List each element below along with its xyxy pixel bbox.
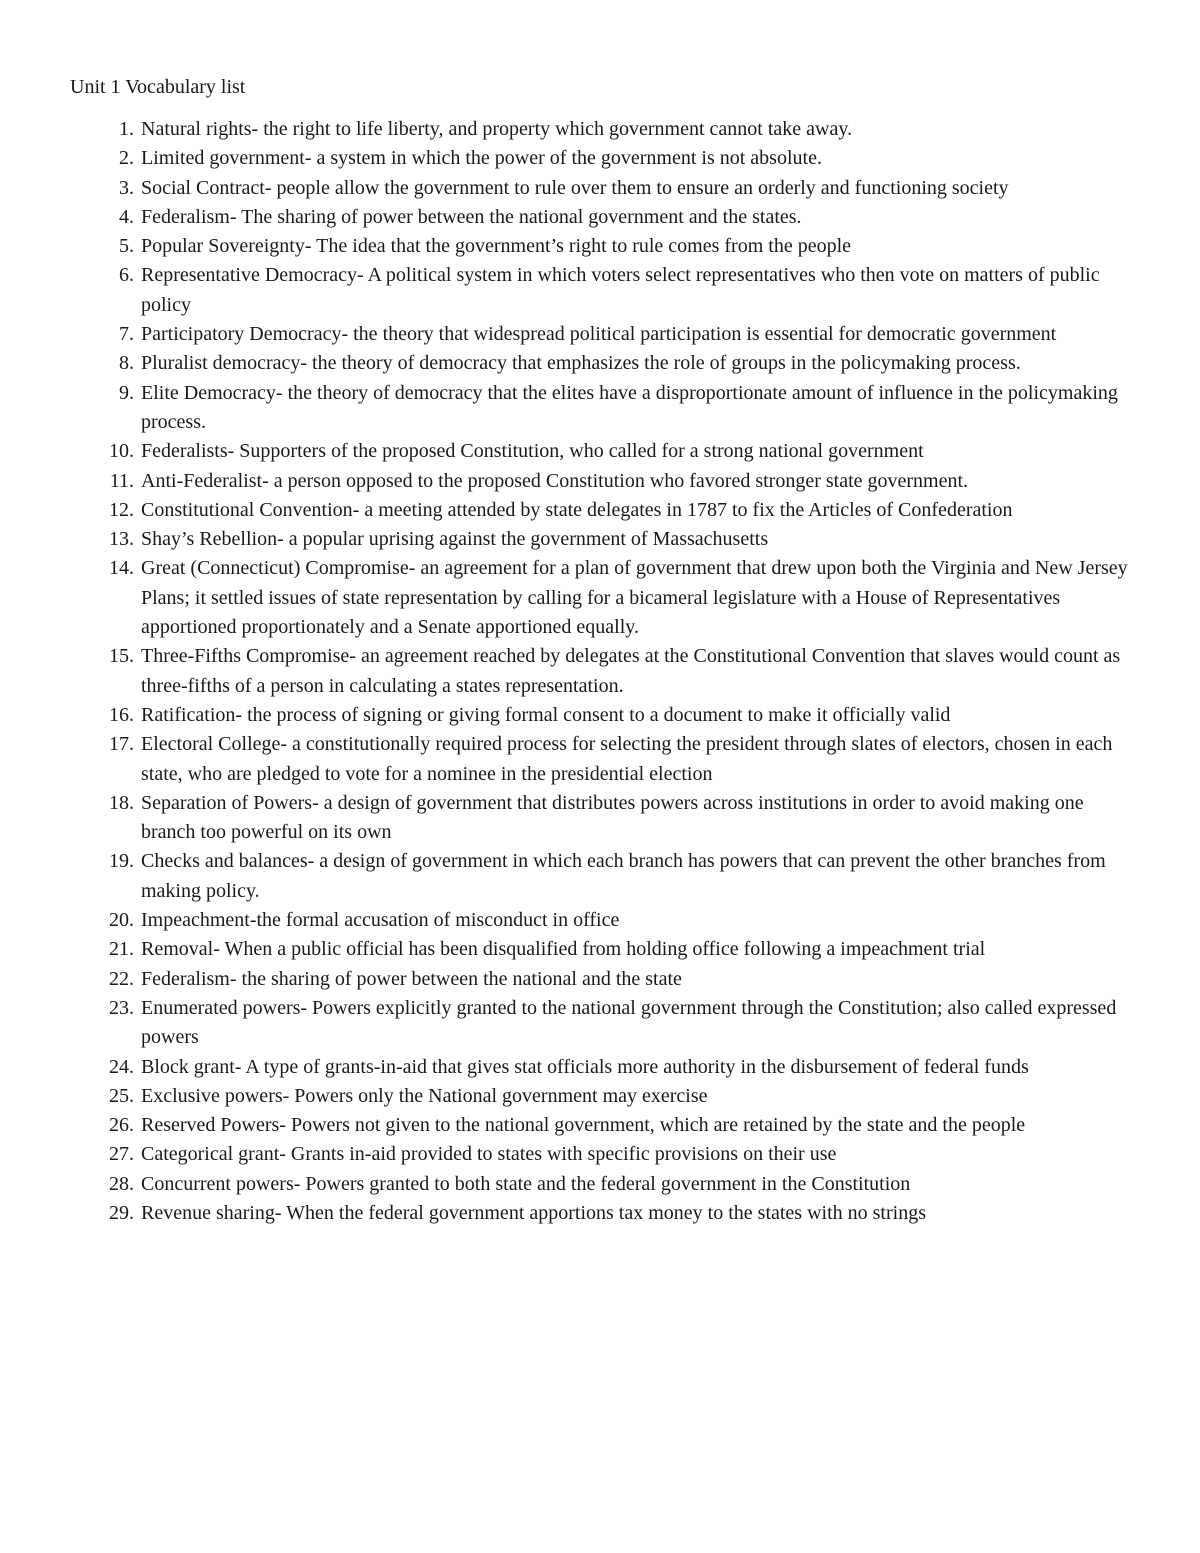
list-item-text: Removal- When a public official has been disqualified from holding office following a impeachment trial [141, 938, 986, 961]
list-item-text: Revenue sharing- When the federal government apportions tax money to the states with no strings [141, 1201, 926, 1224]
list-item-text: Pluralist democracy- the theory of democracy that emphasizes the role of groups in the policymaking process. [141, 352, 1021, 375]
list-item [0, 935, 1200, 964]
list-item-number: 25. [109, 1084, 134, 1107]
list-item-text: Social Contract- people allow the government to rule over them to ensure an orderly and functioning society [141, 176, 1009, 199]
list-item-number: 16. [109, 703, 134, 726]
list-item-text: Representative Democracy- A political system in which voters select representatives who then vote on matters of public policy [141, 264, 1100, 316]
list-item-number: 26. [109, 1114, 134, 1137]
list-item-text: Participatory Democracy- the theory that widespread political participation is essential for democratic government [141, 323, 1057, 346]
list-item [0, 847, 1200, 906]
list-item-number: 14. [109, 557, 134, 580]
list-item-number: 19. [109, 850, 134, 873]
list-item [0, 437, 1200, 466]
list-item-number: 8. [119, 352, 134, 375]
list-item-number: 13. [109, 528, 134, 551]
list-item-number: 1. [119, 118, 134, 140]
list-item-number: 2. [119, 147, 134, 170]
list-item [0, 1111, 1200, 1140]
list-item-text: Enumerated powers- Powers explicitly granted to the national government through the Constitution; also called expressed powers [141, 996, 1117, 1049]
list-item [0, 144, 1200, 173]
list-item [0, 1053, 1200, 1082]
document-title: Unit 1 Vocabulary list [70, 76, 246, 98]
list-item-number: 9. [119, 381, 134, 404]
list-item-text: Electoral College- a constitutionally required process for selecting the president through slates of electors, chosen in each state, who are pledged to vote for a nominee in the presidential election [141, 733, 1113, 785]
list-item [0, 965, 1200, 994]
list-item [0, 496, 1200, 525]
list-item [0, 232, 1200, 261]
list-item [0, 320, 1200, 349]
list-item [0, 730, 1200, 789]
list-item-text: Elite Democracy- the theory of democracy that the elites have a disproportionate amount of influence in the policymaking process. [141, 381, 1118, 433]
list-item [0, 115, 1200, 144]
list-item-text: Block grant- A type of grants-in-aid that gives stat officials more authority in the disbursement of federal funds [141, 1055, 1029, 1078]
list-item-text: Federalists- Supporters of the proposed Constitution, who called for a strong national government [141, 440, 924, 463]
list-item-text: Federalism- The sharing of power between the national government and the states. [141, 205, 802, 228]
list-item-text: Reserved Powers- Powers not given to the national government, which are retained by the state and the people [141, 1114, 1026, 1137]
list-item-number: 15. [109, 645, 134, 668]
list-item [0, 261, 1200, 320]
list-item-text: Shay’s Rebellion- a popular uprising against the government of Massachusetts [141, 528, 769, 551]
list-item-number: 29. [109, 1201, 134, 1224]
list-item-text: Exclusive powers- Powers only the National government may exercise [141, 1084, 708, 1107]
list-item-text: Categorical grant- Grants in-aid provided to states with specific provisions on their use [141, 1143, 837, 1166]
list-item-text: Natural rights- the right to life liberty, and property which government cannot take away. [141, 118, 853, 140]
list-item-text: Anti-Federalist- a person opposed to the proposed Constitution who favored stronger state government. [141, 469, 969, 492]
list-item [0, 174, 1200, 203]
list-item-number: 11. [109, 469, 134, 492]
list-item-number: 18. [109, 791, 134, 814]
list-item [0, 789, 1200, 848]
list-item-number: 22. [109, 967, 134, 990]
list-item-number: 24. [109, 1055, 134, 1078]
list-item [0, 1140, 1200, 1169]
list-item-number: 27. [109, 1143, 134, 1166]
list-item-text: Great (Connecticut) Compromise- an agreement for a plan of government that drew upon both the Virginia and New Jersey Plans; it settled issues of state representation by calling for a bicameral legislature with a House of Representatives apportioned proportionately and a Senate apportioned equally. [141, 557, 1128, 639]
vocabulary-list [0, 115, 1200, 1228]
list-item [0, 379, 1200, 438]
list-item-number: 10. [109, 440, 134, 463]
list-item-number: 6. [119, 264, 134, 287]
list-item-text: Three-Fifths Compromise- an agreement reached by delegates at the Constitutional Convention that slaves would count as three-fifths of a person in calculating a states representation. [141, 645, 1121, 697]
list-item-text: Ratification- the process of signing or giving formal consent to a document to make it officially valid [141, 703, 951, 726]
list-item [0, 349, 1200, 378]
list-item-number: 3. [119, 176, 134, 199]
list-item-text: Separation of Powers- a design of government that distributes powers across institutions in order to avoid making one branch too powerful on its own [141, 791, 1084, 844]
list-item-number: 21. [109, 938, 134, 961]
list-item-number: 5. [119, 235, 134, 258]
list-item-number: 28. [109, 1172, 134, 1195]
list-item [0, 467, 1200, 496]
list-item [0, 906, 1200, 935]
list-item [0, 701, 1200, 730]
list-item-text: Impeachment-the formal accusation of misconduct in office [141, 909, 620, 932]
list-item [0, 642, 1200, 701]
list-item-number: 7. [119, 323, 134, 346]
list-item-text: Popular Sovereignty- The idea that the government’s right to rule comes from the people [141, 235, 851, 258]
list-item-number: 17. [109, 733, 134, 756]
list-item [0, 1170, 1200, 1199]
list-item [0, 203, 1200, 232]
list-item [0, 525, 1200, 554]
list-item-number: 23. [109, 996, 134, 1019]
list-item-text: Constitutional Convention- a meeting attended by state delegates in 1787 to fix the Articles of Confederation [141, 498, 1013, 521]
list-item-number: 4. [119, 205, 134, 228]
list-item [0, 1082, 1200, 1111]
list-item-number: 20. [109, 909, 134, 932]
list-item-text: Federalism- the sharing of power between the national and the state [141, 967, 682, 990]
list-item-number: 12. [109, 498, 134, 521]
list-item-text: Concurrent powers- Powers granted to both state and the federal government in the Constitution [141, 1172, 911, 1195]
list-item [0, 1199, 1200, 1228]
list-item [0, 994, 1200, 1053]
list-item [0, 554, 1200, 642]
list-item-text: Limited government- a system in which the power of the government is not absolute. [141, 147, 822, 170]
list-item-text: Checks and balances- a design of government in which each branch has powers that can prevent the other branches from making policy. [141, 850, 1106, 902]
